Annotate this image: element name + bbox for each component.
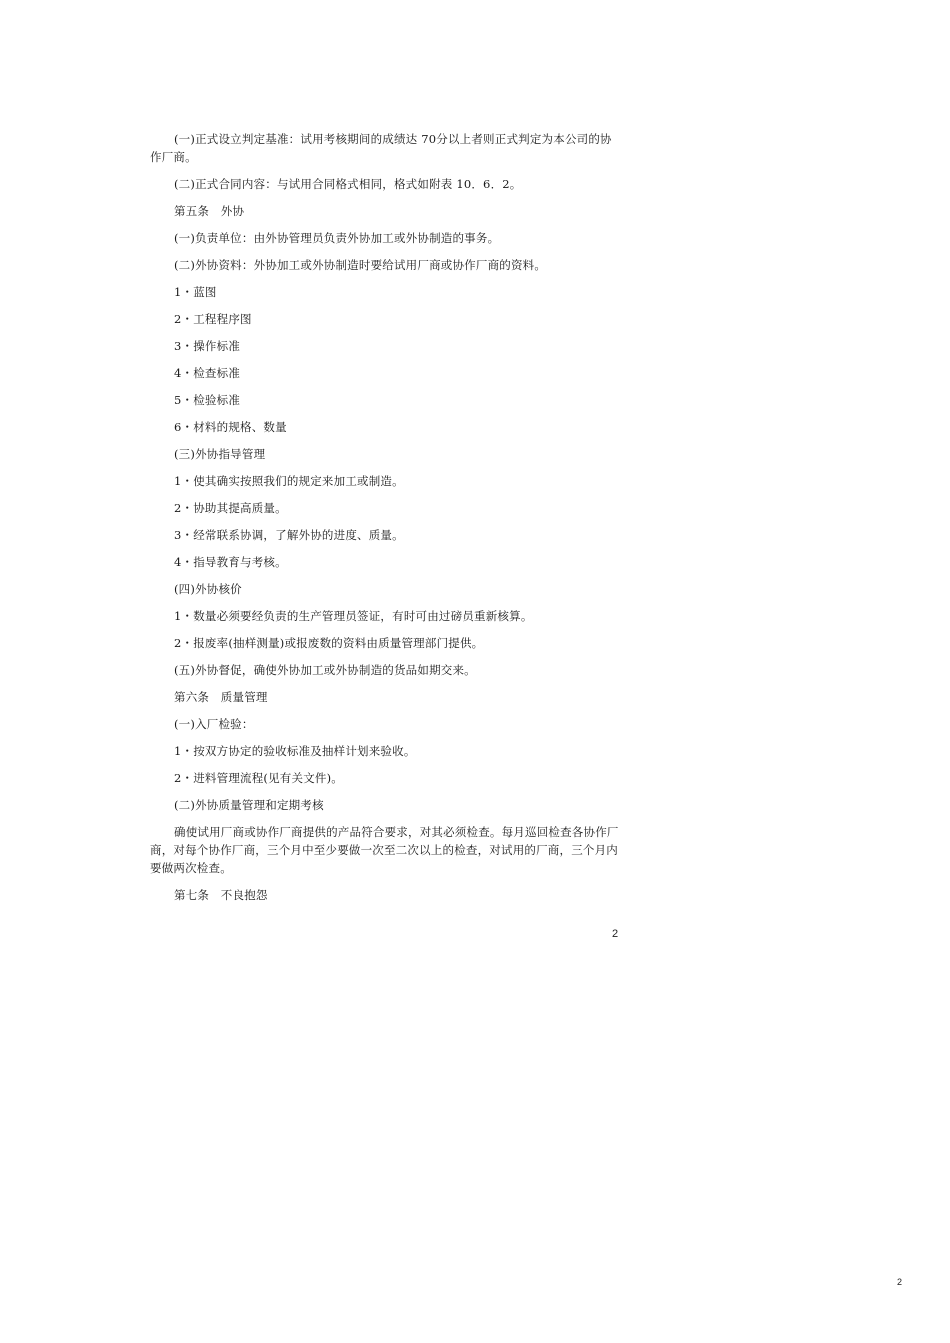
list-item: 3・经常联系协调，了解外协的进度、质量。 bbox=[174, 528, 404, 542]
paragraph-contract: (二)正式合同内容：与试用合同格式相同，格式如附表 10．6．2。 bbox=[174, 177, 522, 191]
list-item: 4・指导教育与考核。 bbox=[174, 555, 287, 569]
document-body bbox=[150, 130, 620, 913]
paragraph-guidance-heading: (三)外协指导管理 bbox=[174, 447, 266, 461]
list-item: 4・检查标准 bbox=[174, 366, 241, 380]
list-item: 2・进料管理流程(见有关文件)。 bbox=[174, 771, 343, 785]
list-item: 1・使其确实按照我们的规定来加工或制造。 bbox=[174, 474, 404, 488]
list-item: 1・按双方协定的验收标准及抽样计划来验收。 bbox=[174, 744, 416, 758]
list-item: 6・材料的规格、数量 bbox=[174, 420, 287, 434]
list-item: 2・协助其提高质量。 bbox=[174, 501, 287, 515]
list-item: 1・蓝图 bbox=[174, 285, 217, 299]
paragraph-supervision: (五)外协督促，确使外协加工或外协制造的货品如期交来。 bbox=[174, 663, 476, 677]
list-item: 2・工程程序图 bbox=[174, 312, 252, 326]
article-7-heading: 第七条 不良抱怨 bbox=[174, 888, 268, 902]
paragraph-quality-management-heading: (二)外协质量管理和定期考核 bbox=[174, 798, 324, 812]
paragraph-outsourcing-materials: (二)外协资料：外协加工或外协制造时要给试用厂商或协作厂商的资料。 bbox=[174, 258, 547, 272]
list-item: 3・操作标准 bbox=[174, 339, 241, 353]
paragraph-criteria: (一)正式设立判定基准：试用考核期间的成绩达 70分以上者则正式判定为本公司的协作厂商。 bbox=[150, 132, 612, 164]
paragraph-quality-inspection: 确使试用厂商或协作厂商提供的产品符合要求，对其必须检查。每月巡回检查各协作厂商，对每个协作厂商，三个月中至少要做一次至二次以上的检查，对试用的厂商，三个月内要做两次检查。 bbox=[150, 825, 619, 875]
paragraph-responsible-unit: (一)负责单位：由外协管理员负责外协加工或外协制造的事务。 bbox=[174, 231, 500, 245]
paragraph-pricing-heading: (四)外协核价 bbox=[174, 582, 242, 596]
inner-page-number: 2 bbox=[612, 928, 619, 940]
list-item: 2・报废率(抽样测量)或报废数的资料由质量管理部门提供。 bbox=[174, 636, 484, 650]
list-item: 1・数量必须要经负责的生产管理员签证，有时可由过磅员重新核算。 bbox=[174, 609, 533, 623]
article-6-heading: 第六条 质量管理 bbox=[174, 690, 268, 704]
paragraph-incoming-inspection: (一)入厂检验： bbox=[174, 717, 254, 731]
list-item: 5・检验标准 bbox=[174, 393, 241, 407]
article-5-heading: 第五条 外协 bbox=[174, 204, 245, 218]
page-number: 2 bbox=[897, 1277, 903, 1287]
